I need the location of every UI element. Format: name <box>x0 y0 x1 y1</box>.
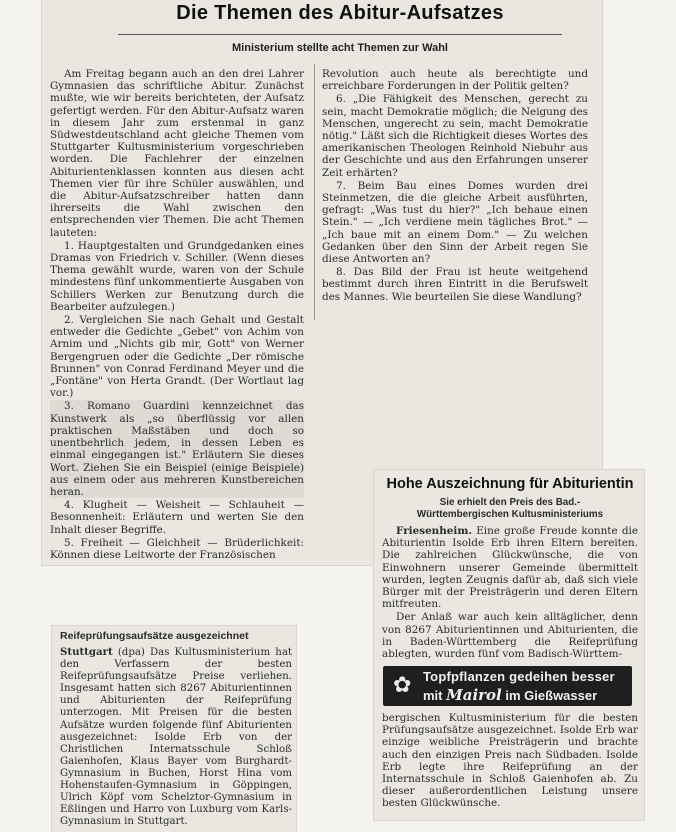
theme-5: 5. Freiheit — Gleichheit — Brüderlichkeit: Können diese Leitworte der Französischen <box>50 536 304 561</box>
student-award-p1: Friesenheim. Eine große Freude konnte die Abiturientin Isolde Erb ihren Eltern bereiten. Die zahlreichen Glückwünsche, die von Einwohnern unserer Gemeinde übermittelt wurden, legten Zeugnis dafür ab, daß sich viele Bürger mit der Preisträgerin und deren Eltern mitfreuten. <box>382 525 638 611</box>
theme-3: 3. Romano Guardini kennzeichnet das Kunstwerk als „so überflüssig vor allen praktischen Maßstäben und doch so unentbehrlich jedem, in dessen Leben es einmal eingegangen ist." Erläutern Sie dieses Wort. Ziehen Sie ein Beispiel (einige Beispiele) aus einem oder aus mehreren Kunstbereichen heran. <box>50 400 304 498</box>
awards-text: (dpa) Das Kultusministerium hat den Verfassern der besten Reifeprüfungsaufsätze Preise verliehen. Insgesamt hatten sich 8267 Abiturientinnen und Abiturienten der Reifeprüfung unterzogen. Mit Preisen für die besten Aufsätze wurden folgende fünf Abiturienten ausgezeichnet: Isolde Erb von der Christlichen Internatsschule Schloß Gaienhofen, Klaus Bayer vom Burghardt-Gymnasium in Buchen, Horst Hina vom Hohenstaufen-Gymnasium in Göppingen, Ulrich Köpf vom Schelztor-Gymnasium in Eßlingen und Harro von Luxburg vom Karls-Gymnasium in Stuttgart. <box>60 647 292 828</box>
awards-headline: Reifeprüfungsaufsätze ausgezeichnet <box>60 630 249 642</box>
plant-icon: ✿ <box>393 672 412 697</box>
student-award-continued <box>382 712 638 810</box>
student-award-p2: Der Anlaß war auch kein alltäglicher, denn von 8267 Abiturientinnen und Abiturienten, die in Baden-Württemberg die Reifeprüfung ablegten, wurden fünf vom Badisch-Württem- <box>382 611 638 661</box>
awards-dateline: Stuttgart <box>60 646 113 658</box>
title-rule <box>118 34 562 35</box>
theme-1: 1. Hauptgestalten und Grundgedanken eines Dramas von Friedrich v. Schiller. (Wenn dieses Thema gewählt wurde, waren von der Schule mindestens fünf unkommentierte Ausgaben von Schillers Werken zur Benutzung durch die Bearbeiter aufzulegen.) <box>50 239 304 313</box>
ad-line-1: Topfpflanzen gedeihen besser <box>423 669 615 684</box>
student-award-p3: bergischen Kultusministerium für die besten Prüfungsaufsätze ausgezeichnet. Isolde Erb war einzige weibliche Preisträgerin und brachte auch den einzigen Preis nach Südbaden. Isolde Erb legte ihre Reifeprüfung an der Internatsschule in Schloß Gaienhofen ab. Zu dieser außerordentlichen Leistung unsere besten Glückwünsche. <box>382 712 638 810</box>
advertisement-banner <box>383 666 632 706</box>
article-column-2 <box>322 68 588 303</box>
page-title: Die Themen des Abitur-Aufsatzes <box>176 2 504 24</box>
theme-5-continued: Revolution auch heute als berechtigte und erreichbare Forderungen in der Politik gelten? <box>322 68 588 93</box>
ad-line-2: mit Mairol im Gießwasser <box>423 686 598 704</box>
student-award-subtitle: Sie erhielt den Preis des Bad.-Württembergischen Kultusministeriums <box>416 497 604 520</box>
article-column-1 <box>50 68 304 561</box>
theme-4: 4. Klugheit — Weisheit — Schlauheit — Besonnenheit: Erläutern und werten Sie den Inhalt dieser Begriffe. <box>50 499 304 536</box>
awards-body <box>60 646 292 828</box>
theme-8: 8. Das Bild der Frau ist heute weitgehend bestimmt durch ihren Eintritt in die Berufswelt des Mannes. Wie beurteilen Sie diese Wandlung? <box>322 266 588 303</box>
column-divider <box>314 64 315 320</box>
student-award-headline: Hohe Auszeichnung für Abiturientin <box>386 476 634 492</box>
student-award-dateline: Friesenheim. <box>396 525 472 537</box>
theme-7: 7. Beim Bau eines Domes wurden drei Steinmetzen, die die gleiche Arbeit ausführten, gefragt: „Was tust du hier?" „Ich behaue einen Stein." — „Ich verdiene mein tägliches Brot." — „Ich baue mit an einem Dom." — Zu welchen Gedanken über den Sinn der Arbeit regen Sie diese Antworten an? <box>322 179 588 266</box>
intro-paragraph: Am Freitag begann auch an den drei Lahrer Gymnasien das schriftliche Abitur. Zunächst mußte, wie wir bereits berichteten, der Aufsatz gefertigt werden. Für den Abitur-Aufsatz waren in diesem Jahr zum erstenmal in ganz Südwestdeutschland acht gleiche Themen vom Stuttgarter Kultusministerium vorgeschrieben worden. Die Fachlehrer der einzelnen Abiturientenklassen konnten aus diesen acht Themen vier für ihre Schüler auswählen, und die Abitur-Aufsatzschreiber hatten dann ihrerseits die Wahl zwischen den entsprechenden vier Themen. Die acht Themen lauteten: <box>50 68 304 239</box>
theme-2: 2. Vergleichen Sie nach Gehalt und Gestalt entweder die Gedichte „Gebet" von Achim von Arnim und „Nichts gib mir, Gott" von Werner Bergengruen oder die Gedichte „Der römische Brunnen" von Conrad Ferdinand Meyer und die „Fontäne" von Herta Grandt. (Der Wortlaut lag vor.) <box>50 314 304 400</box>
student-award-article <box>382 476 638 660</box>
ad-brand: Mairol <box>446 686 502 704</box>
article-subtitle: Ministerium stellte acht Themen zur Wahl <box>232 42 448 54</box>
theme-6: 6. „Die Fähigkeit des Menschen, gerecht zu sein, macht Demokratie möglich; die Neigung des Menschen, ungerecht zu sein, macht Demokratie nötig." Läßt sich die Richtigkeit dieses Wortes des amerikanischen Theologen Reinhold Niebuhr aus der Geschichte und aus den Erfahrungen unserer Zeit erhärten? <box>322 93 588 179</box>
awards-article <box>60 630 292 828</box>
